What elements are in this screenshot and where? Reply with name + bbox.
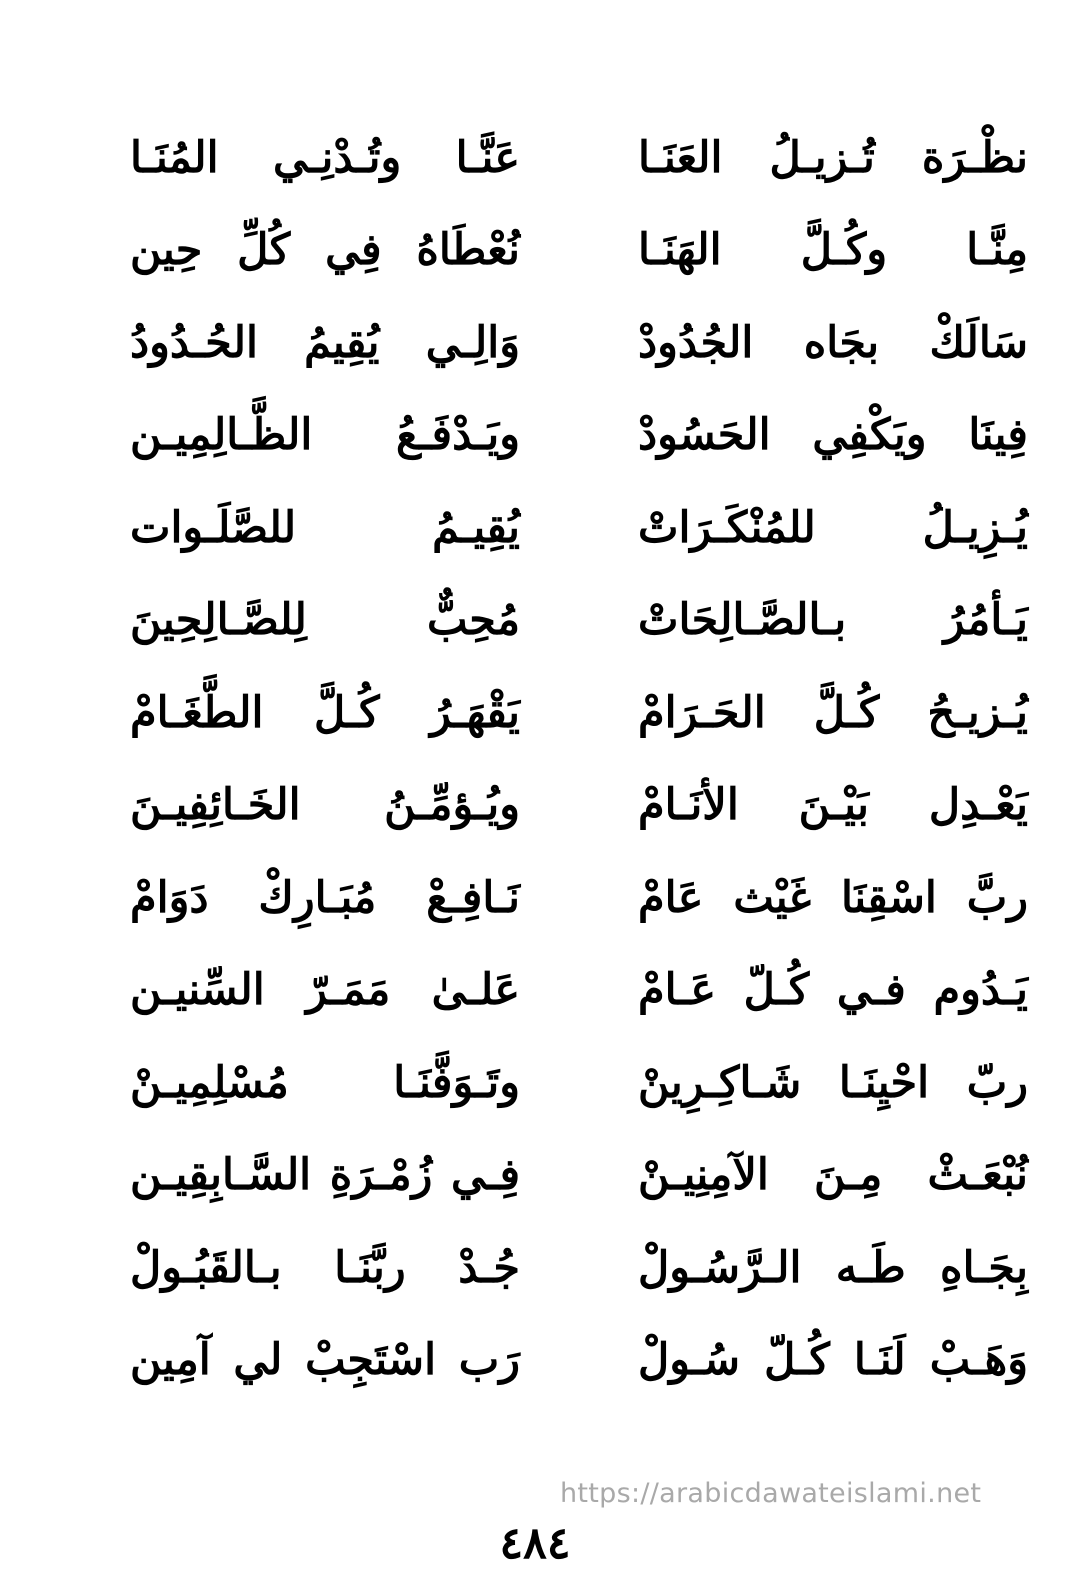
verse-row xyxy=(120,390,1030,483)
verse-second-hemistich: رَب اسْتَجِبْ لي آمِين xyxy=(130,1335,520,1386)
verse-row xyxy=(120,1037,1030,1130)
verse-second-hemistich: عَلـىٰ مَمَـرّ السِّنيـن xyxy=(130,965,520,1016)
verse-row xyxy=(120,852,1030,945)
verse-first-hemistich: وَهَـبْ لَنَـا كُـلّ سُـولْ xyxy=(638,1335,1028,1386)
verse-first-hemistich: نُبْعَـثْ مِـنَ الآمِنِيـنْ xyxy=(638,1150,1028,1201)
verse-second-hemistich: عَنَّـا وتُـدْنِـي المُنَـا xyxy=(130,132,520,183)
verse-row xyxy=(120,297,1030,390)
verse-row xyxy=(120,760,1030,853)
poem xyxy=(120,112,1030,1407)
verse-first-hemistich: يُـزِيـلُ للمُنْكَـرَاتْ xyxy=(638,502,1028,553)
verse-first-hemistich: ربّ احْيِنَـا شَـاكِـرِينْ xyxy=(638,1057,1028,1108)
verse-row xyxy=(120,575,1030,668)
verse-second-hemistich: يَقْهَـرُ كُـلَّ الطَّغَـامْ xyxy=(130,687,520,738)
verse-first-hemistich: فِينَا ويَكْفِي الحَسُودْ xyxy=(638,410,1028,461)
verse-second-hemistich: جُـدْ ربَّنَـا بـالقَبُـولْ xyxy=(130,1242,520,1293)
verse-second-hemistich: نَـافِـعْ مُبَـارِكْ دَوَامْ xyxy=(130,872,520,923)
verse-second-hemistich: مُحِبٌّ لِلصَّـالِحِينَ xyxy=(130,595,520,646)
verse-second-hemistich: نُعْطَاهُ فِي كُلِّ حِين xyxy=(130,225,520,276)
verse-first-hemistich: يُـزيـحُ كُـلَّ الحَـرَامْ xyxy=(638,687,1028,738)
verse-first-hemistich: مِنَّـا وكُـلَّ الهَنَـا xyxy=(638,225,1028,276)
page-number: ٤٨٤ xyxy=(499,1518,571,1569)
verse-second-hemistich: فِـي زُمْـرَةِ السَّـابِقِيـن xyxy=(130,1150,520,1201)
verse-second-hemistich: وَالِـي يُقِيمُ الحُـدُودُ xyxy=(130,317,520,368)
verse-first-hemistich: بِجَـاهِ طَـه الـرَّسُـولْ xyxy=(638,1242,1028,1293)
verse-row xyxy=(120,945,1030,1038)
watermark-url: https://arabicdawateislami.net xyxy=(560,1478,982,1509)
verse-first-hemistich: يَـأمُرُ بـالصَّـالِحَاتْ xyxy=(638,595,1028,646)
verse-row xyxy=(120,1315,1030,1408)
verse-first-hemistich: نظْـرَة تُـزيـلُ العَنَـا xyxy=(638,132,1028,183)
verse-row xyxy=(120,205,1030,298)
verse-row xyxy=(120,1130,1030,1223)
verse-row xyxy=(120,1222,1030,1315)
verse-first-hemistich: سَالَكْ بجَاه الجُدُودْ xyxy=(638,317,1028,368)
verse-first-hemistich: يَـدُوم فـي كُـلّ عَـامْ xyxy=(638,965,1028,1016)
verse-first-hemistich: ربَّ اسْقِنَا غَيْث عَامْ xyxy=(638,872,1028,923)
verse-row xyxy=(120,112,1030,205)
verse-row xyxy=(120,667,1030,760)
verse-second-hemistich: ويُـؤمِّـنُ الخَـائِفِيـنَ xyxy=(130,780,520,831)
verse-row xyxy=(120,482,1030,575)
verse-second-hemistich: وتَـوَفَّنَـا مُسْلِمِيـنْ xyxy=(130,1057,520,1108)
verse-first-hemistich: يَعْـدِل بَيْـنَ الأنَـامْ xyxy=(638,780,1028,831)
verse-second-hemistich: يُقِيـمُ للصَّلَـوات xyxy=(130,502,520,553)
verse-second-hemistich: ويَـدْفَـعُ الظَّـالِمِيـن xyxy=(130,410,520,461)
